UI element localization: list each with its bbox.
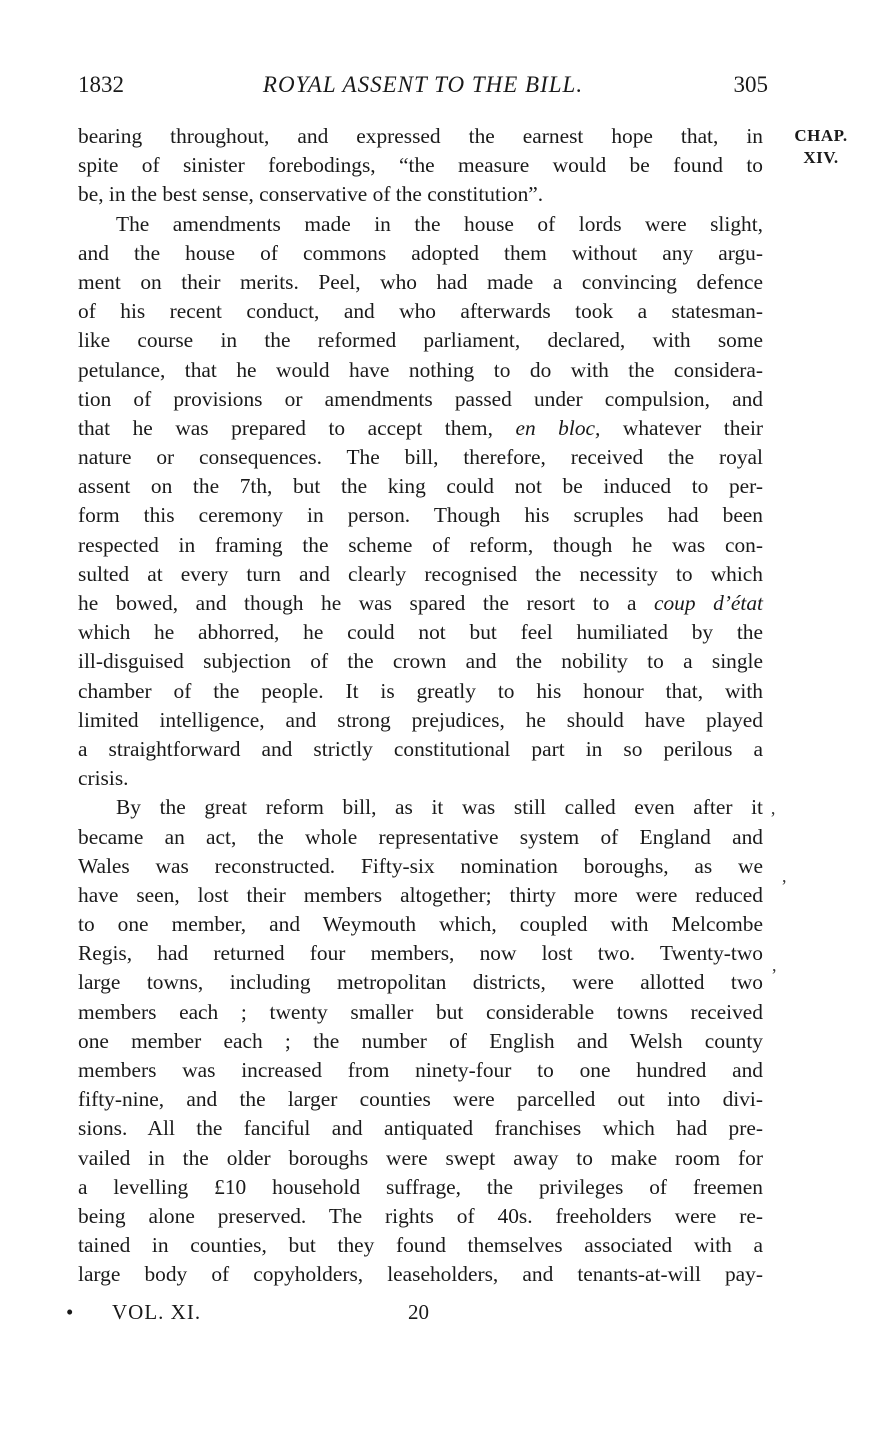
text-line-run: The amendments made in the house of lords were slight, bbox=[116, 211, 763, 236]
text-line-run: form this ceremony in person. Though his scruples had been bbox=[78, 503, 763, 528]
text-line-run: sulted at every turn and clearly recognised the necessity to which bbox=[78, 561, 763, 586]
text-line bbox=[78, 1231, 763, 1260]
text-line bbox=[78, 501, 763, 530]
text-line-run: became an act, the whole representative system of England and bbox=[78, 824, 763, 849]
body-text bbox=[78, 122, 763, 1290]
text-line bbox=[78, 939, 763, 968]
text-line-run: spite of sinister forebodings, “the measure would be found to bbox=[78, 153, 763, 178]
running-header bbox=[78, 72, 768, 106]
text-line bbox=[78, 326, 763, 355]
text-line bbox=[78, 1144, 763, 1173]
text-line-run: tained in counties, but they found themselves associated with a bbox=[78, 1233, 763, 1258]
text-line bbox=[78, 1114, 763, 1143]
text-line bbox=[78, 239, 763, 268]
text-line bbox=[78, 560, 763, 589]
margin-speck: , bbox=[772, 955, 777, 975]
text-line-run: petulance, that he would have nothing to do with the considera- bbox=[78, 357, 763, 382]
footer-bullet: • bbox=[66, 1300, 74, 1324]
margin-speck: , bbox=[782, 866, 787, 886]
text-line bbox=[78, 735, 763, 764]
text-line bbox=[78, 618, 763, 647]
text-line-run: that he was prepared to accept them, bbox=[78, 415, 516, 440]
text-line bbox=[78, 589, 763, 618]
text-line bbox=[78, 677, 763, 706]
text-line-run: one member each ; the number of English and Welsh county bbox=[78, 1028, 763, 1053]
text-line-run: a straightforward and strictly constitutional part in so perilous a bbox=[78, 736, 763, 761]
text-line-run: large body of copyholders, leaseholders, and tenants-at-will pay- bbox=[78, 1262, 763, 1287]
text-line-run: vailed in the older boroughs were swept away to make room for bbox=[78, 1145, 763, 1170]
text-line bbox=[78, 764, 763, 793]
text-line bbox=[78, 268, 763, 297]
text-line-run: like course in the reformed parliament, declared, with some bbox=[78, 328, 763, 353]
text-line-run: which he abhorred, he could not but feel humiliated by the bbox=[78, 620, 763, 645]
text-line-run: nature or consequences. The bill, therefore, received the royal bbox=[78, 445, 763, 470]
italic-phrase: coup d’état bbox=[653, 591, 763, 615]
text-line-run: a levelling £10 household suffrage, the privileges of freemen bbox=[78, 1174, 763, 1199]
text-line bbox=[78, 1027, 763, 1056]
text-line bbox=[78, 180, 763, 209]
text-line bbox=[78, 531, 763, 560]
text-line bbox=[78, 385, 763, 414]
text-line bbox=[78, 1085, 763, 1114]
text-line bbox=[78, 1173, 763, 1202]
text-line-run: to one member, and Weymouth which, coupled with Melcombe bbox=[78, 912, 763, 937]
text-line bbox=[78, 1260, 763, 1289]
text-line bbox=[78, 823, 763, 852]
text-line bbox=[78, 151, 763, 180]
margin-note-chap: CHAP. bbox=[794, 126, 848, 145]
text-line bbox=[78, 998, 763, 1027]
text-line bbox=[78, 356, 763, 385]
text-line bbox=[78, 968, 763, 997]
text-line-run: of his recent conduct, and who afterwards took a statesman- bbox=[78, 299, 763, 324]
text-line bbox=[78, 881, 763, 910]
text-line-run: large towns, including metropolitan districts, were allotted two bbox=[78, 970, 763, 995]
text-line-run: have seen, lost their members altogether; thirty more were reduced bbox=[78, 882, 763, 907]
text-line-run: members each ; twenty smaller but considerable towns received bbox=[78, 999, 763, 1024]
text-line-run: being alone preserved. The rights of 40s. freeholders were re- bbox=[78, 1203, 763, 1228]
header-year: 1832 bbox=[78, 72, 124, 97]
text-line-run: ment on their merits. Peel, who had made a convincing defence bbox=[78, 269, 763, 294]
page-number: 305 bbox=[733, 72, 768, 97]
text-line-run: bearing throughout, and expressed the earnest hope that, in bbox=[78, 124, 763, 148]
chapter-margin-note bbox=[776, 125, 866, 169]
text-line bbox=[78, 297, 763, 326]
text-line-run: fifty-nine, and the larger counties were parcelled out into divi- bbox=[78, 1087, 763, 1112]
text-line-run: tion of provisions or amendments passed under compulsion, and bbox=[78, 386, 763, 411]
volume-signature: VOL. XI. bbox=[112, 1300, 202, 1324]
text-line bbox=[78, 706, 763, 735]
text-line-run: limited intelligence, and strong prejudices, he should have played bbox=[78, 707, 763, 732]
text-line bbox=[78, 852, 763, 881]
text-line-run: respected in framing the scheme of reform, though he was con- bbox=[78, 532, 763, 557]
text-line-run: chamber of the people. It is greatly to his honour that, with bbox=[78, 678, 763, 703]
text-line-run: whatever their bbox=[600, 415, 764, 440]
text-line-run: sions. All the fanciful and antiquated franchises which had pre- bbox=[78, 1116, 763, 1141]
text-line-run: Wales was reconstructed. Fifty-six nomination boroughs, as we bbox=[78, 853, 763, 878]
text-line-run: By the great reform bill, as it was still called even after it bbox=[116, 795, 763, 820]
text-line bbox=[78, 910, 763, 939]
text-line bbox=[78, 1202, 763, 1231]
text-line bbox=[78, 414, 763, 443]
text-line-run: be, in the best sense, conservative of the constitution”. bbox=[78, 182, 544, 207]
text-line-run: assent on the 7th, but the king could not be induced to per- bbox=[78, 474, 763, 499]
text-line bbox=[78, 122, 763, 151]
printer-signature: 20 bbox=[408, 1300, 429, 1324]
text-line bbox=[78, 443, 763, 472]
page-footer bbox=[60, 1300, 560, 1330]
italic-phrase: en bloc, bbox=[515, 415, 601, 440]
text-line bbox=[78, 793, 763, 822]
text-line bbox=[78, 647, 763, 676]
text-line bbox=[78, 210, 763, 239]
text-line-run: Regis, had returned four members, now lost two. Twenty-two bbox=[78, 941, 763, 966]
margin-note-number: XIV. bbox=[803, 148, 839, 167]
text-line bbox=[78, 1056, 763, 1085]
text-line-run: he bowed, and though he was spared the resort to a bbox=[78, 591, 654, 615]
text-line-run: and the house of commons adopted them without any argu- bbox=[78, 240, 763, 265]
margin-speck: ’ bbox=[770, 808, 776, 828]
text-line-run: members was increased from ninety-four to one hundred and bbox=[78, 1058, 763, 1082]
text-line-run: crisis. bbox=[78, 766, 129, 791]
header-title: ROYAL ASSENT TO THE BILL. bbox=[262, 72, 584, 97]
text-line-run: ill-disguised subjection of the crown and the nobility to a single bbox=[78, 649, 763, 674]
text-line bbox=[78, 472, 763, 501]
